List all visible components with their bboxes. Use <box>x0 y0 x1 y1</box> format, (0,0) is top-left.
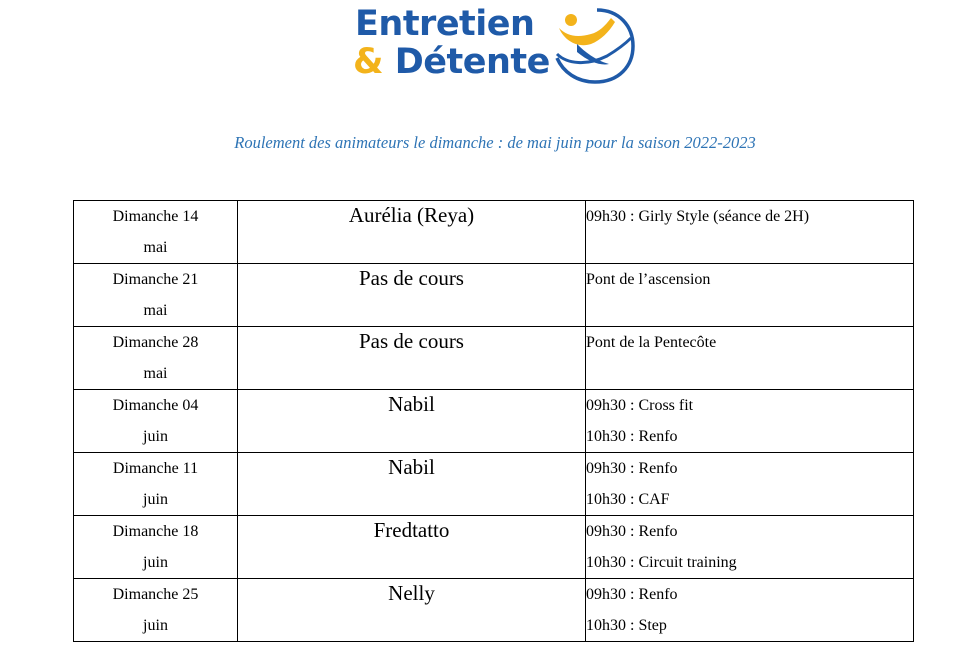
schedule-table <box>73 200 914 642</box>
program-cell <box>586 453 914 516</box>
date-month: mai <box>143 365 168 382</box>
date-day: Dimanche 21 <box>112 271 199 288</box>
date-month: mai <box>143 239 168 256</box>
date-cell <box>74 516 238 579</box>
date-day: Dimanche 04 <box>112 397 199 414</box>
animator-cell: Aurélia (Reya) <box>238 201 586 264</box>
program-cell <box>586 390 914 453</box>
program-cell <box>586 516 914 579</box>
logo-ampersand: & <box>353 42 384 82</box>
date-cell <box>74 390 238 453</box>
program-line: 10h30 : Circuit training <box>586 554 737 571</box>
program-cell <box>586 264 914 327</box>
animator-cell: Nabil <box>238 390 586 453</box>
date-cell <box>74 327 238 390</box>
date-cell <box>74 264 238 327</box>
animator-cell: Fredtatto <box>238 516 586 579</box>
program-cell <box>586 327 914 390</box>
date-month: juin <box>143 617 168 634</box>
date-day: Dimanche 14 <box>112 208 199 225</box>
schedule-body <box>74 201 914 642</box>
program-cell <box>586 201 914 264</box>
logo-word: Détente <box>394 42 550 82</box>
animator-cell: Pas de cours <box>238 327 586 390</box>
program-line: Pont de la Pentecôte <box>586 334 717 351</box>
program-line: 10h30 : Step <box>586 617 667 634</box>
date-day: Dimanche 18 <box>112 523 199 540</box>
program-line: 09h30 : Cross fit <box>586 397 694 414</box>
table-row <box>74 201 914 264</box>
table-row <box>74 264 914 327</box>
date-cell <box>74 453 238 516</box>
date-day: Dimanche 28 <box>112 334 199 351</box>
program-line: 10h30 : Renfo <box>586 428 678 445</box>
date-month: mai <box>143 302 168 319</box>
table-row <box>74 390 914 453</box>
table-row <box>74 453 914 516</box>
table-row <box>74 516 914 579</box>
program-line: 10h30 : CAF <box>586 491 670 508</box>
date-month: juin <box>143 428 168 445</box>
logo-line-1: Entretien <box>355 4 535 44</box>
animator-cell: Pas de cours <box>238 264 586 327</box>
date-cell <box>74 579 238 642</box>
logo <box>353 2 643 88</box>
animator-cell: Nabil <box>238 453 586 516</box>
date-cell <box>74 201 238 264</box>
page-title: Roulement des animateurs le dimanche : de mai juin pour la saison 2022-2023 <box>234 133 756 152</box>
program-line: Pont de l’ascension <box>586 271 711 288</box>
program-line: 09h30 : Renfo <box>586 523 678 540</box>
table-row <box>74 327 914 390</box>
table-row <box>74 579 914 642</box>
program-line: 09h30 : Renfo <box>586 460 678 477</box>
date-month: juin <box>143 554 168 571</box>
date-day: Dimanche 25 <box>112 586 199 603</box>
person-figure-icon <box>547 4 639 86</box>
program-line: 09h30 : Girly Style (séance de 2H) <box>586 208 810 225</box>
animator-cell: Nelly <box>238 579 586 642</box>
program-cell <box>586 579 914 642</box>
program-line: 09h30 : Renfo <box>586 586 678 603</box>
date-day: Dimanche 11 <box>112 460 199 477</box>
date-month: juin <box>143 491 168 508</box>
logo-line-2 <box>353 42 550 82</box>
